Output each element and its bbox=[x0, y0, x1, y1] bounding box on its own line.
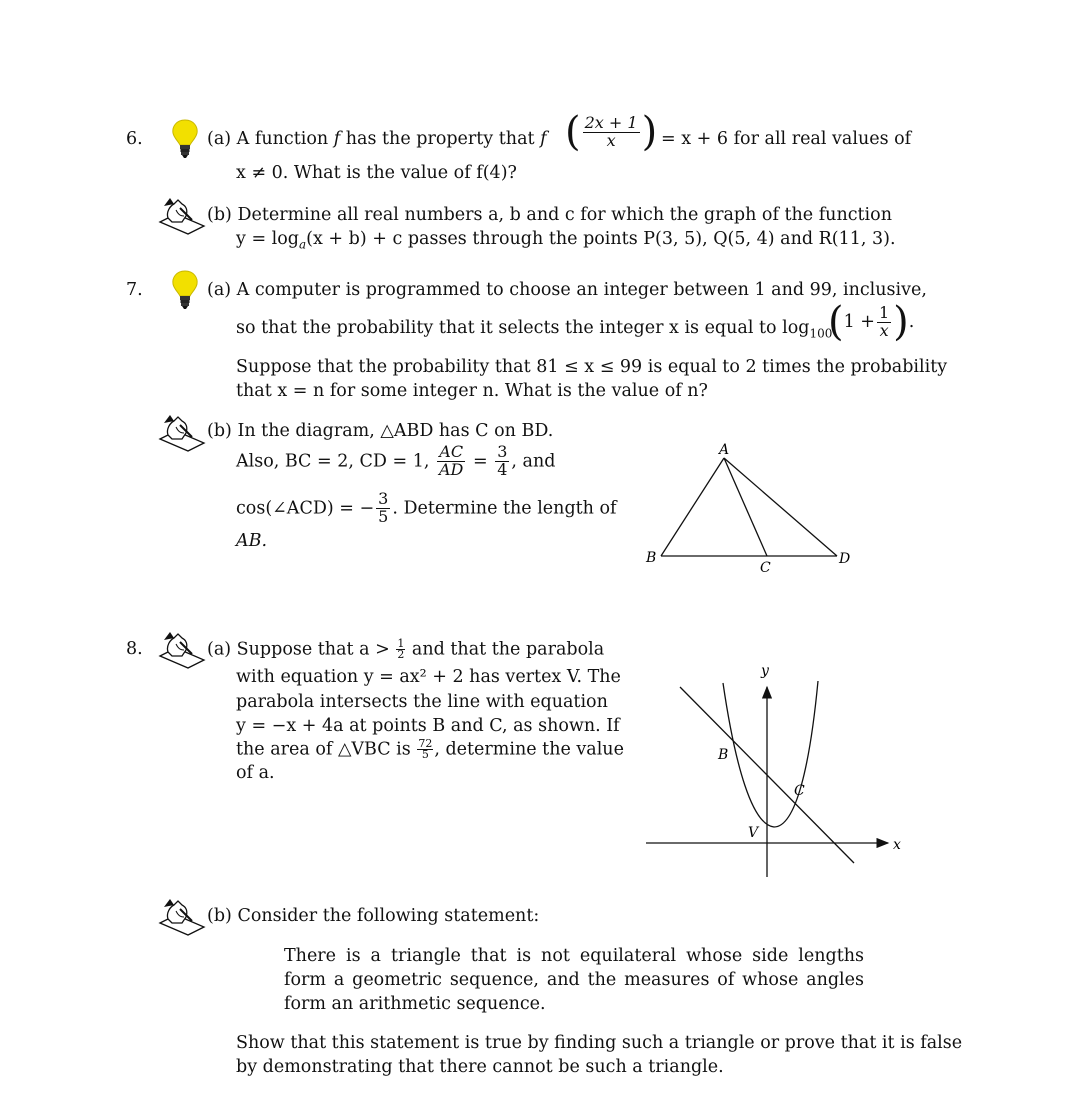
fraction bbox=[877, 302, 891, 340]
part-label: (b) bbox=[207, 421, 232, 441]
fraction-numerator: 1 bbox=[397, 637, 405, 650]
fraction-denominator: 5 bbox=[421, 748, 429, 762]
label-c: C bbox=[794, 783, 805, 799]
side-ad bbox=[724, 458, 837, 556]
hand-writing-icon bbox=[158, 413, 206, 453]
text: y = log bbox=[236, 229, 300, 249]
fraction-numerator: 2x + 1 bbox=[584, 112, 638, 132]
problem-7b-line2 bbox=[236, 444, 555, 479]
one-plus: 1 + bbox=[843, 312, 875, 332]
hand-writing-icon bbox=[158, 897, 206, 937]
period: . bbox=[908, 312, 915, 332]
problem-7b-line4: AB. bbox=[236, 531, 268, 551]
fraction-half bbox=[396, 639, 405, 661]
problem-7a-line1 bbox=[207, 280, 927, 300]
equals: = bbox=[472, 451, 488, 472]
fraction-denominator: 2 bbox=[397, 648, 405, 662]
segment-ac bbox=[724, 458, 767, 556]
text: Also, BC = 2, CD = 1, bbox=[236, 451, 430, 472]
label-a: A bbox=[719, 442, 730, 458]
text: , and bbox=[511, 451, 556, 472]
problem-7b-line3 bbox=[236, 491, 617, 526]
hand-writing-icon bbox=[158, 196, 206, 236]
label-c: C bbox=[760, 560, 771, 576]
math-f: f bbox=[540, 129, 547, 149]
fraction-denominator: 5 bbox=[378, 506, 389, 526]
label-b: B bbox=[718, 747, 729, 763]
part-label: (a) bbox=[207, 129, 232, 149]
fraction-3-4 bbox=[495, 444, 509, 479]
math-f: f bbox=[333, 129, 341, 149]
fraction-denominator: AD bbox=[438, 459, 464, 479]
text: In the diagram, △ABD has C on BD. bbox=[237, 421, 554, 441]
problem-6-number: 6. bbox=[126, 129, 143, 149]
log-base: 100 bbox=[809, 326, 833, 341]
fraction-72-5 bbox=[417, 739, 433, 761]
problem-6a-line1 bbox=[207, 129, 547, 149]
problem-8a-line1 bbox=[207, 639, 604, 661]
problem-6b-line1 bbox=[207, 205, 892, 225]
lightbulb-icon bbox=[170, 118, 200, 162]
problem-8a-line5 bbox=[236, 739, 624, 761]
problem-8a-line4: y = −x + 4a at points B and C, as shown. If bbox=[236, 716, 620, 736]
part-label: (a) bbox=[207, 639, 232, 660]
problem-8b-intro bbox=[207, 906, 539, 926]
text: A function bbox=[236, 129, 329, 149]
label-b: B bbox=[646, 550, 657, 566]
hand-writing-icon bbox=[158, 630, 206, 670]
problem-8a-line6: of a. bbox=[236, 763, 275, 783]
problem-6b-line2 bbox=[236, 229, 896, 252]
fraction-numerator: AC bbox=[437, 444, 465, 462]
side-ab bbox=[661, 458, 724, 556]
text: and that the parabola bbox=[411, 639, 605, 660]
fraction-numerator: 72 bbox=[418, 737, 433, 750]
log-base: a bbox=[299, 237, 307, 252]
problem-8b-closing-line1: Show that this statement is true by finding such a triangle or prove that it is false bbox=[236, 1033, 963, 1053]
part-label: (a) bbox=[207, 280, 232, 300]
text: cos(∠ACD) = − bbox=[236, 498, 375, 519]
fraction-ac-ad bbox=[437, 444, 465, 479]
fraction-numerator: 3 bbox=[497, 442, 508, 461]
problem-8a-line2: with equation y = ax² + 2 has vertex V. The bbox=[236, 667, 621, 687]
problem-6a-rhs: = x + 6 for all real values of bbox=[661, 129, 912, 149]
text: , determine the value bbox=[434, 739, 624, 760]
problem-8-number: 8. bbox=[126, 639, 143, 659]
problem-7a-line4: that x = n for some integer n. What is the value of n? bbox=[236, 381, 708, 401]
left-paren: ( bbox=[565, 109, 581, 155]
label-v: V bbox=[748, 825, 759, 841]
text: Suppose that a > bbox=[236, 639, 390, 660]
text: Determine all real numbers a, b and c for which the graph of the function bbox=[237, 205, 892, 225]
parabola-curve bbox=[723, 681, 818, 827]
fraction-denominator: 4 bbox=[497, 459, 508, 479]
text: A computer is programmed to choose an integer between 1 and 99, inclusive, bbox=[236, 280, 927, 300]
problem-6a-line2: x ≠ 0. What is the value of f(4)? bbox=[236, 163, 517, 183]
fraction-3-5 bbox=[376, 491, 390, 526]
text: so that the probability that it selects the integer x is equal to log bbox=[236, 318, 810, 338]
label-x: x bbox=[893, 837, 901, 853]
text: Consider the following statement: bbox=[237, 906, 540, 926]
problem-6a-fraction-group bbox=[565, 109, 658, 155]
fraction-denominator: x bbox=[879, 320, 889, 340]
right-paren: ) bbox=[641, 109, 658, 155]
text: (x + b) + c passes through the points P(3, 5), Q(5, 4) and R(11, 3). bbox=[306, 229, 896, 249]
fraction-numerator: 1 bbox=[878, 302, 890, 322]
left-paren: ( bbox=[828, 299, 844, 345]
part-label: (b) bbox=[207, 906, 232, 926]
fraction bbox=[583, 112, 640, 150]
fraction-numerator: 3 bbox=[378, 489, 389, 508]
problem-8b-closing-line2: by demonstrating that there cannot be such a triangle. bbox=[236, 1057, 724, 1077]
problem-7a-log-arg bbox=[828, 299, 915, 345]
text: has the property that bbox=[345, 129, 535, 149]
problem-7a-line2 bbox=[236, 318, 832, 341]
problem-7a-line3: Suppose that the probability that 81 ≤ x ≤ 99 is equal to 2 times the probability bbox=[236, 357, 948, 377]
parabola-graph bbox=[640, 655, 910, 885]
problem-8b-statement: There is a triangle that is not equilateral whose side lengths form a geometric sequence, and the measures of whose angles form an arithmetic sequence. bbox=[284, 946, 864, 1014]
label-y: y bbox=[761, 663, 769, 679]
problem-7b-line1 bbox=[207, 421, 553, 441]
text: the area of △VBC is bbox=[236, 739, 411, 760]
fraction-denominator: x bbox=[606, 130, 616, 150]
part-label: (b) bbox=[207, 205, 232, 225]
label-d: D bbox=[839, 551, 851, 567]
lightbulb-icon bbox=[170, 269, 200, 313]
problem-7-number: 7. bbox=[126, 280, 143, 300]
text: . Determine the length of bbox=[392, 498, 617, 519]
right-paren: ) bbox=[893, 299, 909, 345]
problem-8a-line3: parabola intersects the line with equation bbox=[236, 692, 608, 712]
triangle-diagram bbox=[640, 438, 860, 578]
